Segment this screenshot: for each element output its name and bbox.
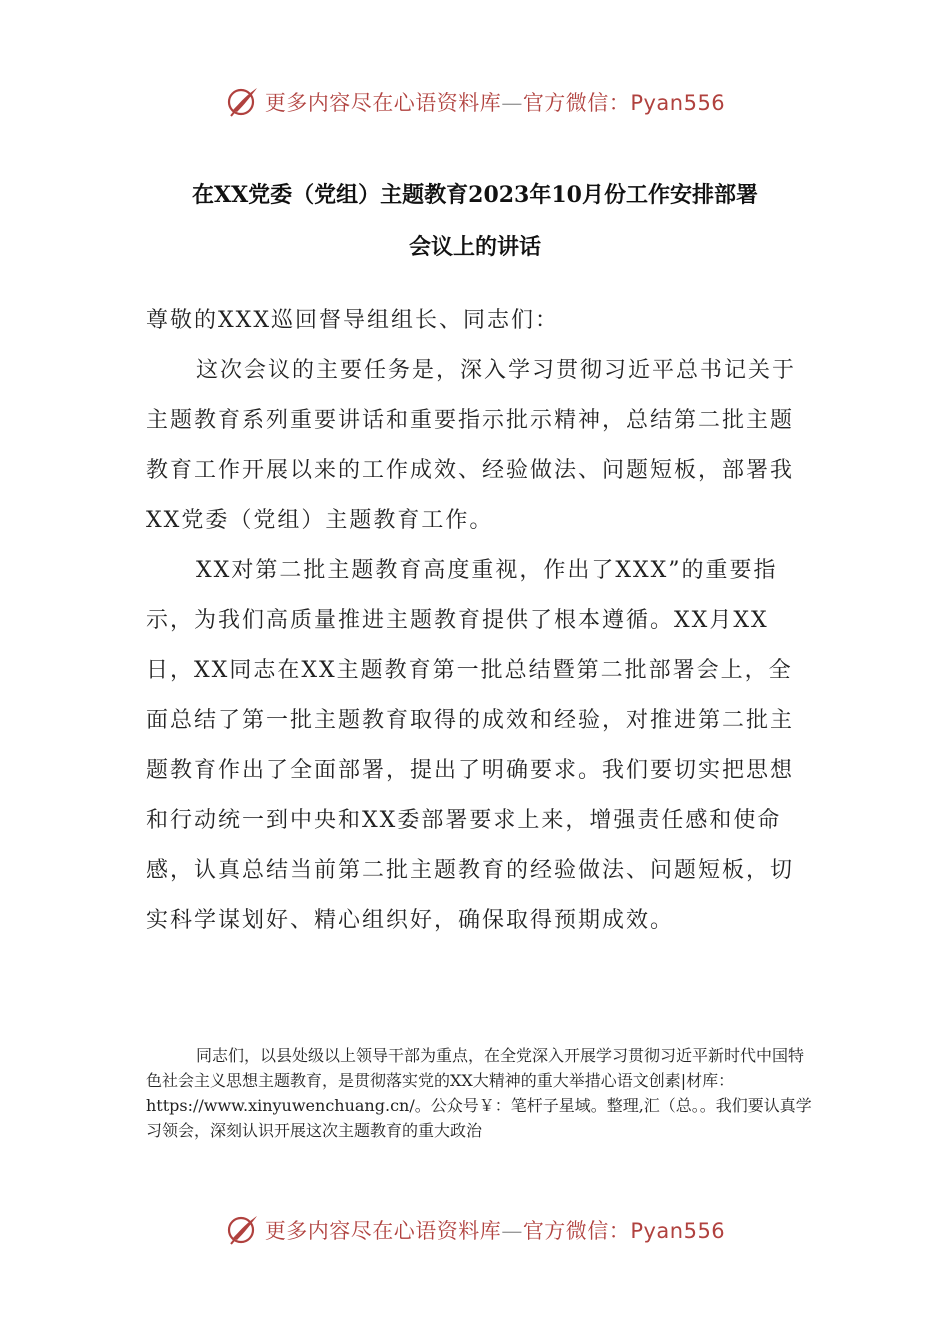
salutation <box>146 296 806 346</box>
quill-pen-logo-icon <box>225 1212 261 1248</box>
small-paragraph <box>146 1043 816 1143</box>
document-title-line2: 会议上的讲话 <box>408 234 541 260</box>
quill-pen-logo-icon <box>225 84 261 120</box>
document-title-line1: 在XX党委（党组）主题教育2023年10月份工作安排部署 <box>192 182 758 208</box>
paragraph-1 <box>146 346 806 546</box>
paragraph-2-text: XX对第二批主题教育高度重视，作出了XXX”的重要指示，为我们高质量推进主题教育提供了根本遵循。XX月XX日，XX同志在XX主题教育第一批总结暨第二批部署会上，全面总结了第一批主题教育取得的成效和经验，对推进第二批主题教育作出了全面部署，提出了明确要求。我们要切实把思想和行动统一到中央和XX委部署要求上来，增强责任感和使命感，认真总结当前第二批主题教育的经验做法、问题短板，切实科学谋划好、精心组织好，确保取得预期成效。 <box>146 558 795 933</box>
footer-banner <box>0 1210 950 1250</box>
salutation-text: 尊敬的XXX巡回督导组组长、同志们： <box>146 308 559 333</box>
banner-dash: — <box>501 1219 523 1243</box>
paragraph-2 <box>146 546 806 946</box>
banner-label: 官方微信： <box>522 91 631 115</box>
banner-label: 官方微信： <box>522 1219 631 1243</box>
banner-wechat-id: Pyan556 <box>630 1219 726 1243</box>
paragraph-1-text: 这次会议的主要任务是，深入学习贯彻习近平总书记关于主题教育系列重要讲话和重要指示批示精神，总结第二批主题教育工作开展以来的工作成效、经验做法、问题短板，部署我XX党委（党组）主题教育工作。 <box>146 358 797 533</box>
banner-wechat-id: Pyan556 <box>630 91 726 115</box>
banner-main-text: 更多内容尽在心语资料库 <box>264 91 502 115</box>
small-paragraph-text: 同志们，以县处级以上领导干部为重点，在全党深入开展学习贯彻习近平新时代中国特色社会主义思想主题教育，是贯彻落实党的XX大精神的重大举措心语文创素|材库：https://www.xinyuwenchuang.cn/。公众号￥：笔杆子星域。整理,汇（总。。我们要认真学习领会，深刻认识开展这次主题教育的重大政治 <box>146 1046 812 1140</box>
banner-text <box>265 87 725 117</box>
banner-dash: — <box>501 91 523 115</box>
banner-main-text: 更多内容尽在心语资料库 <box>264 1219 502 1243</box>
banner-text <box>265 1215 725 1245</box>
header-banner <box>0 82 950 122</box>
